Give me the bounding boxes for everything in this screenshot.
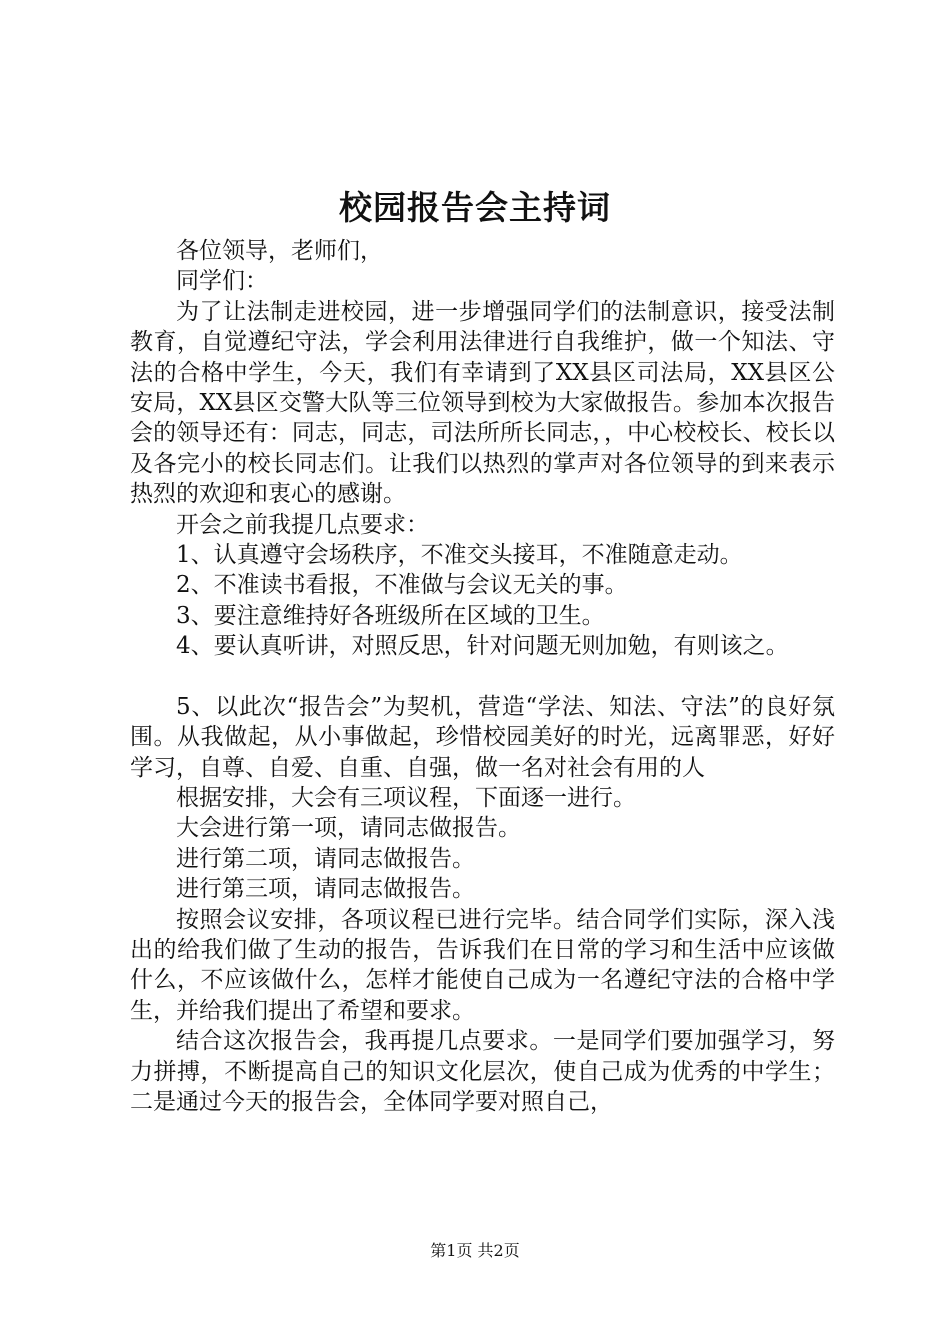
body-paragraph: 结合这次报告会，我再提几点要求。一是同学们要加强学习，努力拼搏，不断提高自己的知识文化层次，使自己成为优秀的中学生；二是通过今天的报告会，全体同学要对照自己， bbox=[130, 1028, 835, 1115]
body-paragraph: 开会之前我提几点要求： bbox=[176, 511, 429, 538]
agenda-item: 进行第三项，请同志做报告。 bbox=[176, 876, 475, 903]
greeting-line: 同学们： bbox=[176, 268, 268, 295]
body-paragraph: 按照会议安排，各项议程已进行完毕。结合同学们实际，深入浅出的给我们做了生动的报告，告诉我们在日常的学习和生活中应该做什么，不应该做什么，怎样才能使自己成为一名遵纪守法的合格中学生，并给我们提出了希望和要求。 bbox=[130, 906, 835, 1024]
document-title: 校园报告会主持词 bbox=[339, 188, 611, 227]
requirement-item: 1、认真遵守会场秩序，不准交头接耳，不准随意走动。 bbox=[176, 542, 743, 569]
agenda-item: 进行第二项，请同志做报告。 bbox=[176, 845, 475, 872]
body-paragraph: 根据安排，大会有三项议程，下面逐一进行。 bbox=[176, 784, 636, 811]
requirement-item: 4、要认真听讲，对照反思，针对问题无则加勉，有则该之。 bbox=[176, 633, 789, 660]
greeting-line: 各位领导，老师们， bbox=[176, 238, 383, 264]
requirement-item: 5、以此次“报告会”为契机，营造“学法、知法、守法”的良好氛围。从我做起，从小事做起，珍惜校园美好的时光，远离罪恶，好好学习，自尊、自爱、自重、自强，做一名对社会有用的人 bbox=[130, 693, 835, 781]
requirement-item: 2、不准读书看报，不准做与会议无关的事。 bbox=[176, 572, 628, 599]
page-footer: 第1页 共2页 bbox=[430, 1241, 520, 1260]
agenda-item: 大会进行第一项，请同志做报告。 bbox=[176, 815, 521, 842]
body-paragraph: 为了让法制走进校园，进一步增强同学们的法制意识，接受法制教育，自觉遵纪守法，学会利用法律进行自我维护，做一个知法、守法的合格中学生，今天，我们有幸请到了XX县区司法局，XX县区公安局，XX县区交警大队等三位领导到校为大家做报告。参加本次报告会的领导还有：同志，同志，司法所所长同志，，中心校校长、校长以及各完小的校长同志们。让我们以热烈的掌声对各位领导的到来表示热烈的欢迎和衷心的感谢。 bbox=[130, 298, 835, 508]
document-body bbox=[130, 236, 835, 1117]
requirement-item: 3、要注意维持好各班级所在区域的卫生。 bbox=[176, 602, 605, 629]
